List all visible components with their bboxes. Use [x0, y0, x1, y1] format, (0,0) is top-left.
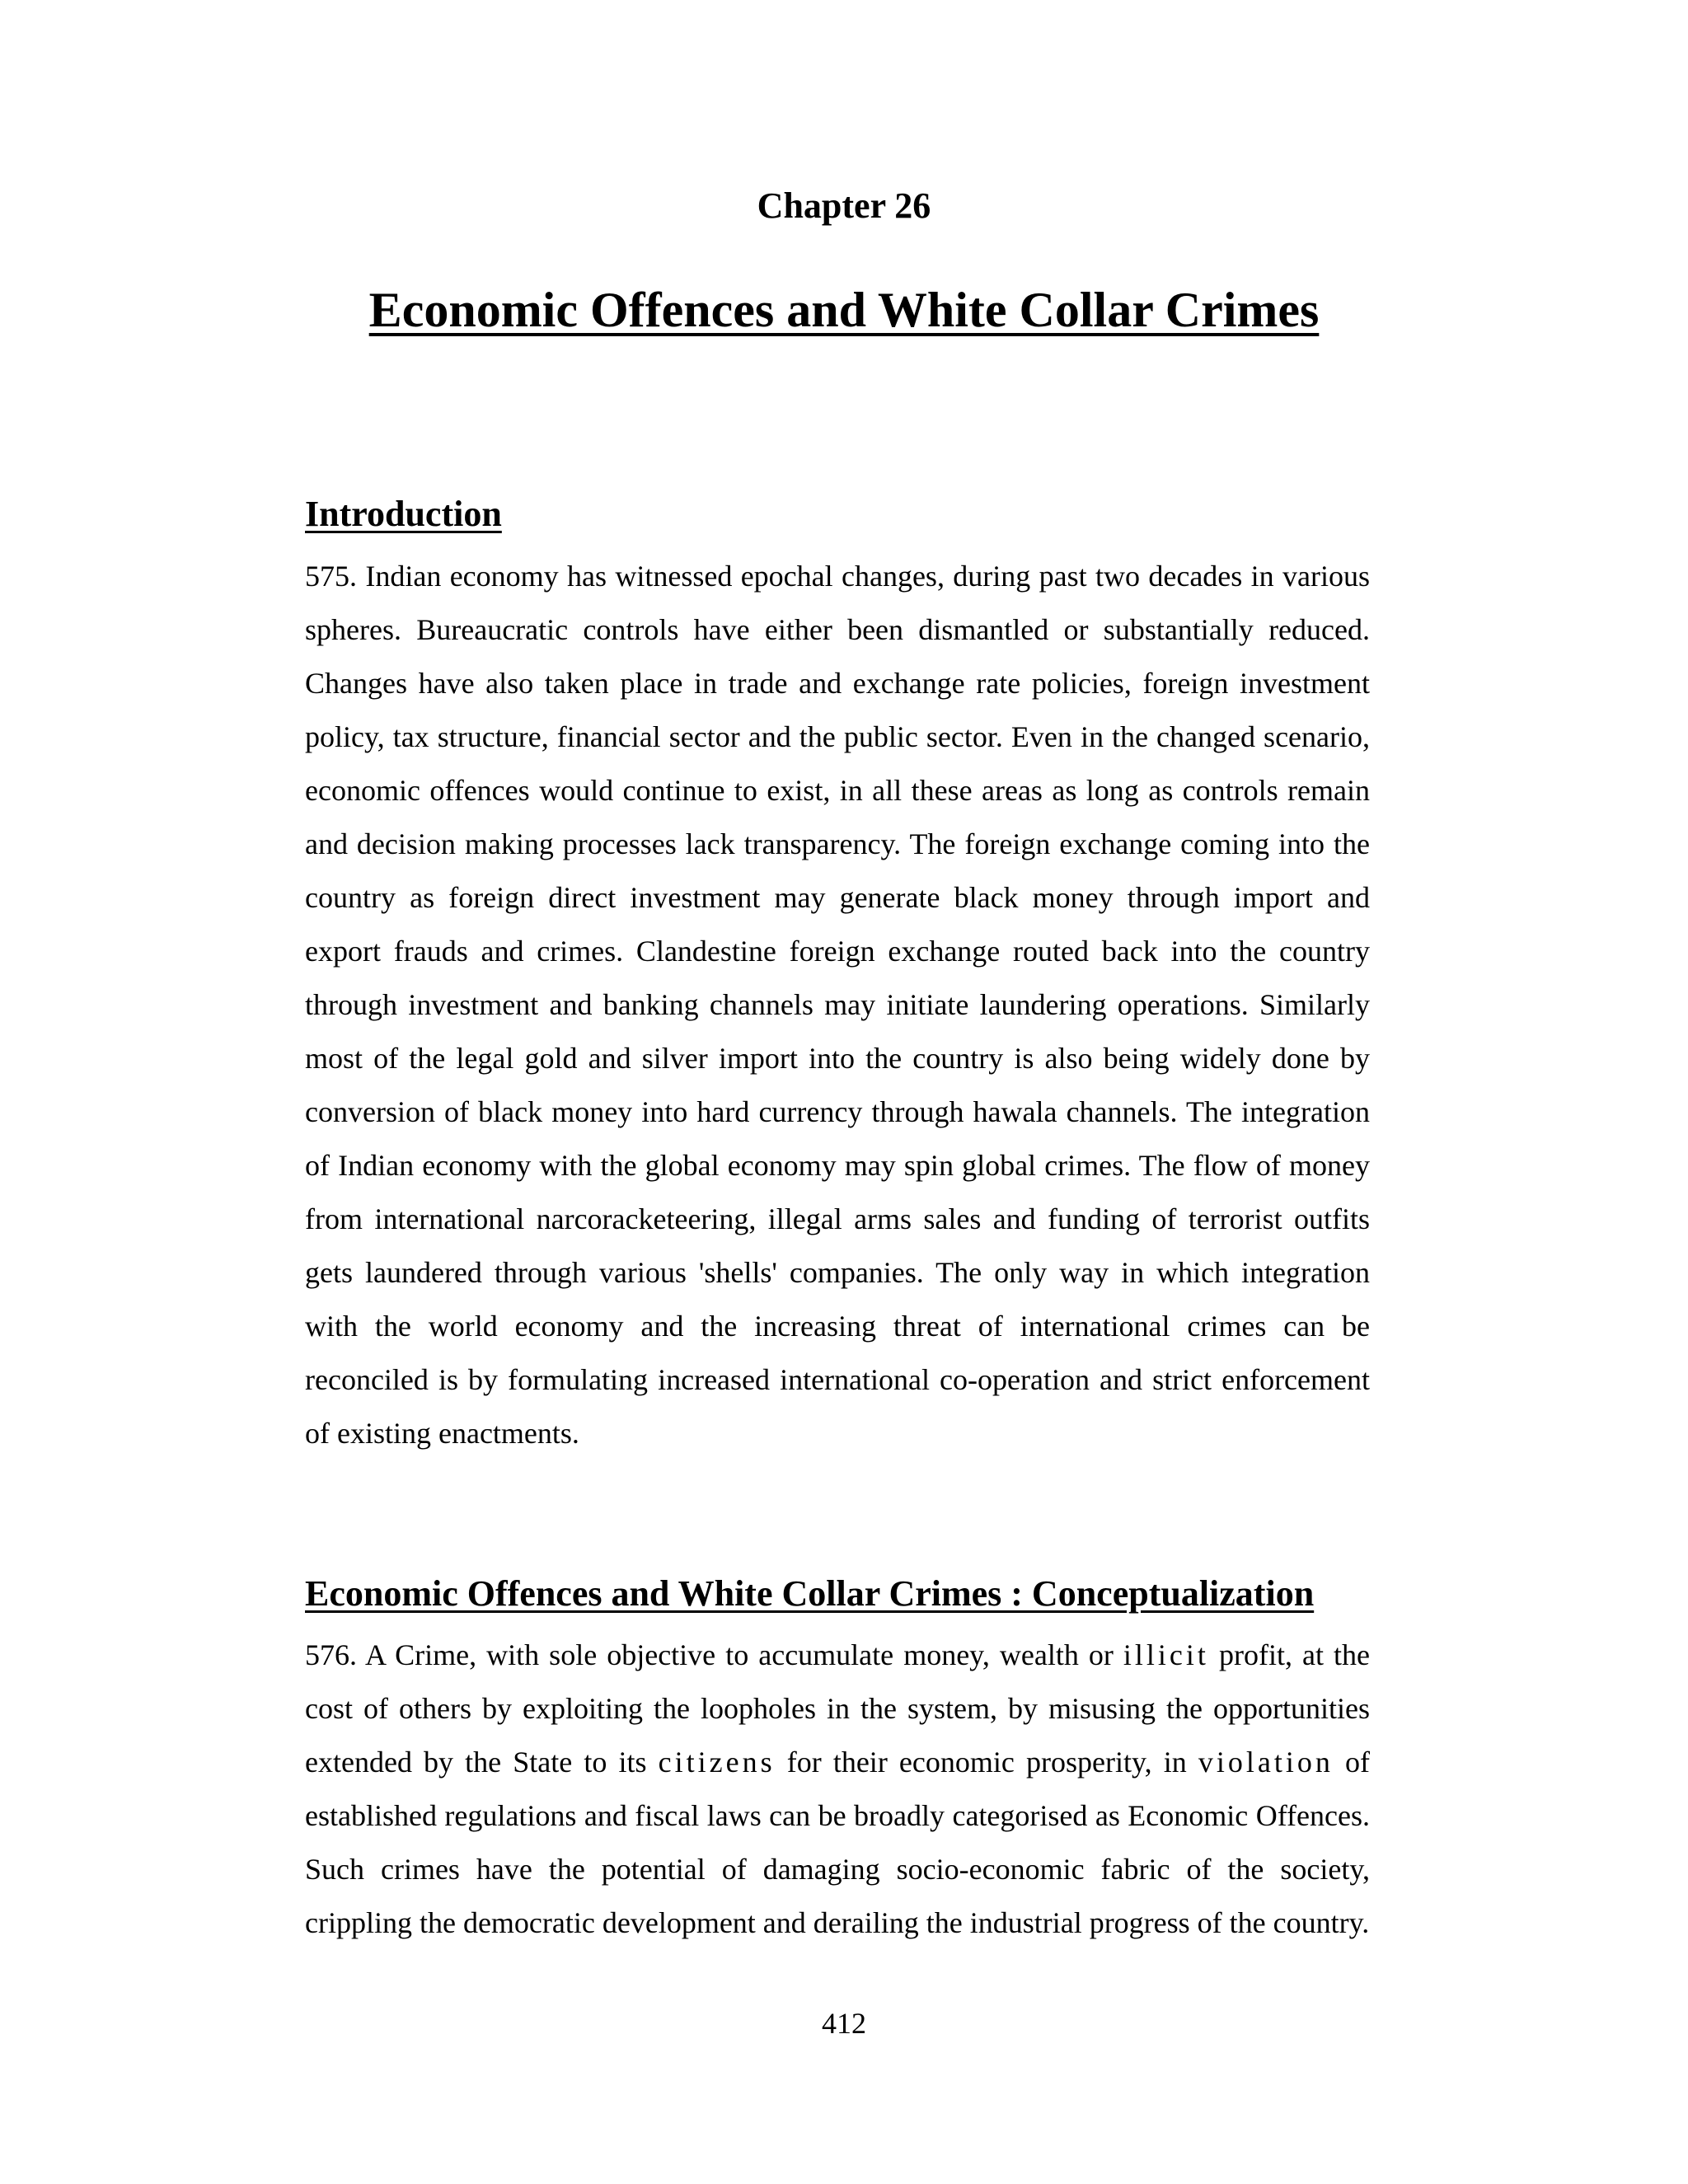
section-heading-conceptualization: Economic Offences and White Collar Crimes : Conceptualization: [305, 1573, 1315, 1614]
page-number: 412: [822, 2007, 866, 2040]
paragraph-575: 575. Indian economy has witnessed epochal changes, during past two decades in various spheres. Bureaucratic controls have either been dismantled or substantially reduced. Changes have also taken place in trade and exchange rate policies, foreign investment policy, tax structure, financial sector and the public sector. Even in the changed scenario, economic offences would continue to exist, in all these areas as long as controls remain and decision making processes lack transparency. The foreign exchange coming into the country as foreign direct investment may generate black money through import and export frauds and crimes. Clandestine foreign exchange routed back into the country through investment and banking channels may initiate laundering operations. Similarly most of the legal gold and silver import into the country is also being widely done by conversion of black money into hard currency through hawala channels. The integration of Indian economy with the global economy may spin global crimes. The flow of money from international narcoracketeering, illegal arms sales and funding of terrorist outfits gets laundered through various 'shells' companies. The only way in which integration with the world economy and the increasing threat of international crimes can be reconciled is by formulating increased international co-operation and strict enforcement of existing enactments.: [305, 560, 1370, 1450]
paragraph-576-word-citizens: citizens: [658, 1746, 776, 1779]
paragraph-576-word-illicit: illicit: [1123, 1638, 1209, 1671]
chapter-title: Economic Offences and White Collar Crimes: [368, 283, 1320, 337]
paragraph-576-part-4: of established regulations and fiscal laws can be broadly categorised as Economic Offences. Such crimes have the potential of damaging socio-economic fabric of the society, crippling the democratic development and derailing the industrial progress of the country.: [305, 1746, 1370, 1939]
paragraph-576-part-1: 576. A Crime, with sole objective to accumulate money, wealth or: [305, 1638, 1123, 1671]
paragraph-576: [305, 1629, 1370, 1950]
paragraph-576-word-violation: violation: [1198, 1746, 1334, 1779]
paragraph-576-part-2: profit, at the cost of others by exploiting the loopholes in the system, by misusing the opportunities extended by the State to its: [305, 1638, 1370, 1779]
section-heading-introduction: Introduction: [305, 494, 502, 534]
chapter-label: Chapter 26: [757, 185, 931, 226]
paragraph-576-part-3: for their economic prosperity, in: [775, 1746, 1198, 1779]
